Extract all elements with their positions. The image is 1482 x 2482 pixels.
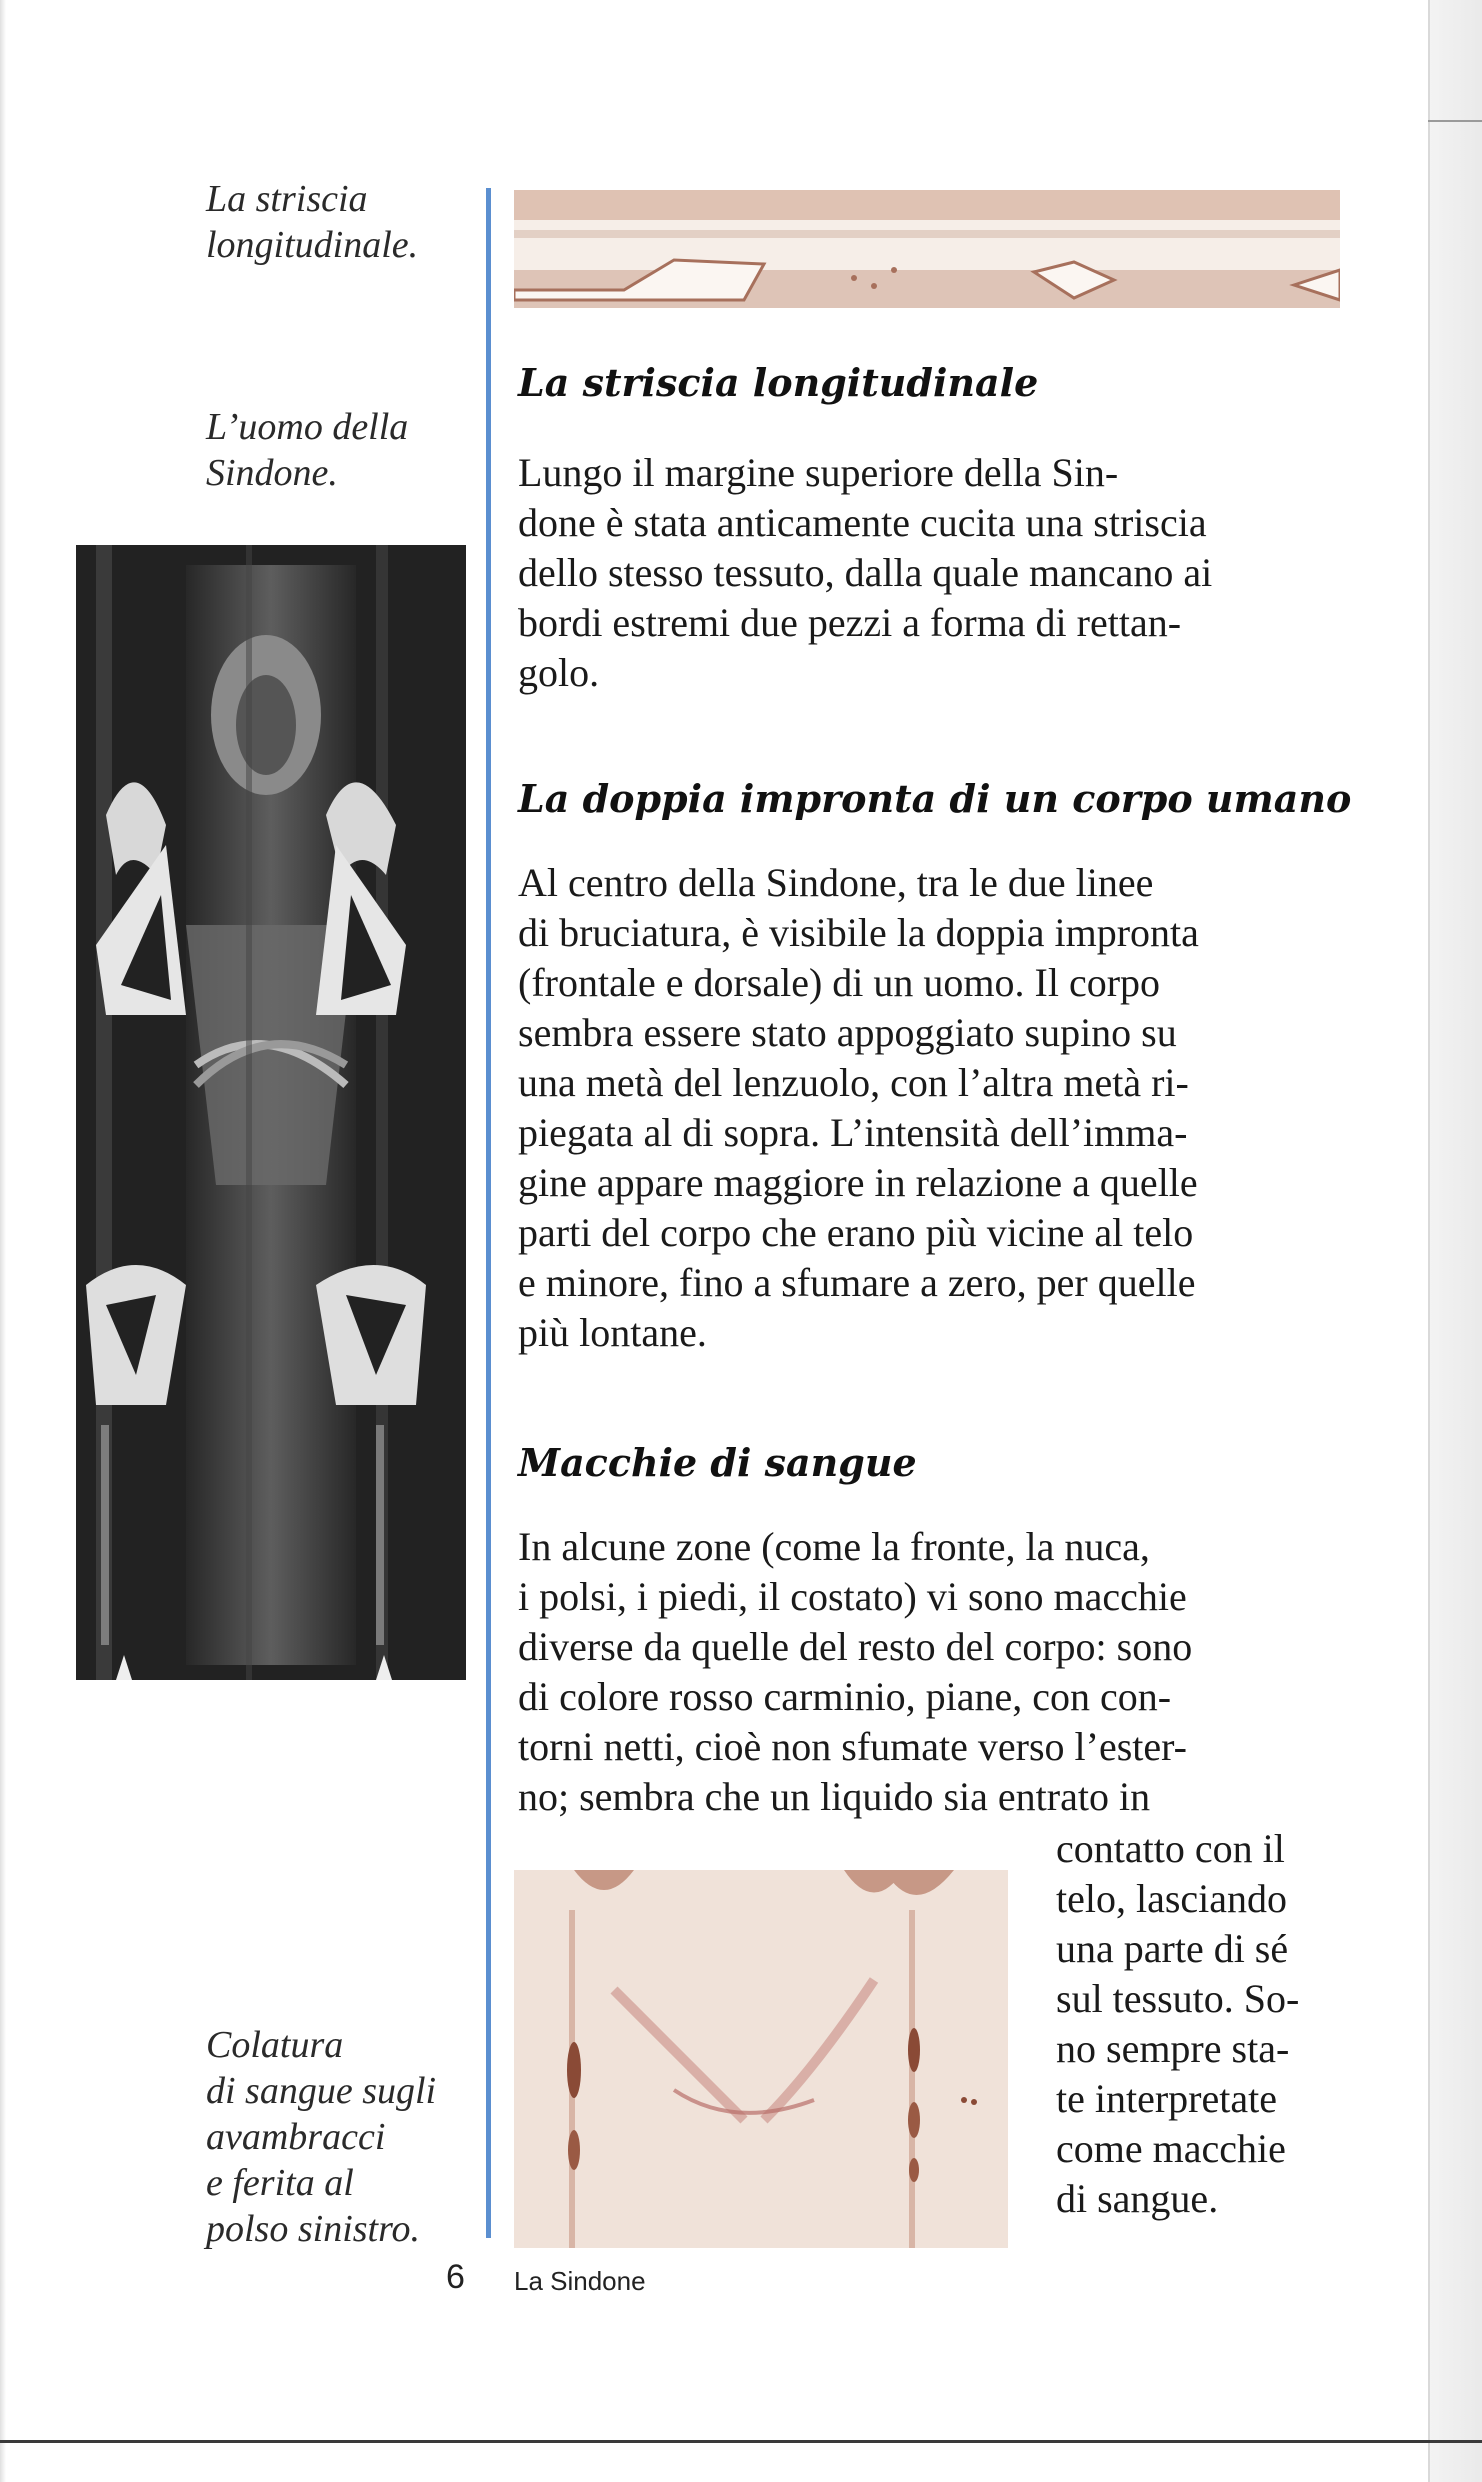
paragraph-striscia: Lungo il margine superiore della Sin- done è stata anticamente cucita una striscia dello stesso tessuto, dalla quale mancano ai bordi estremi due pezzi a forma di rettan- golo.	[518, 450, 1213, 695]
page-number: 6	[446, 2258, 465, 2296]
bottom-edge-rule	[0, 2440, 1482, 2443]
page-gutter-shadow	[0, 0, 6, 2482]
blood-stain-image	[514, 1870, 1008, 2248]
paragraph-doppia-impronta: Al centro della Sindone, tra le due linee di bruciatura, è visibile la doppia impronta (frontale e dorsale) di un uomo. Il corpo sembra essere stato appoggiato supino su una metà del lenzuolo, con l’altra metà ri- piegata al di sopra. L’intensità dell’imma- gine appare maggiore in relazione a quelle parti del corpo che erano più vicine al telo e minore, fino a sfumare a zero, per quelle più lontane.	[518, 860, 1199, 1355]
next-page-rule	[1428, 120, 1482, 122]
caption-blood: Colatura di sangue sugli avambracci e ferita al polso sinistro.	[206, 2024, 437, 2250]
next-page-edge	[1428, 0, 1482, 2482]
shroud-negative-image	[76, 545, 466, 1680]
column-divider	[486, 188, 491, 2238]
longitudinal-strip-image	[514, 190, 1340, 308]
heading-doppia-impronta: La doppia impronta di un corpo umano	[518, 776, 1352, 821]
paragraph-macchie: In alcune zone (come la fronte, la nuca, i polsi, i piedi, il costato) vi sono macchie diverse da quelle del resto del corpo: sono di colore rosso carminio, piane, con con- torni netti, cioè non sfumate verso l’ester- no; sembra che un liquido sia entrato in	[518, 1524, 1193, 1819]
paragraph-macchie-wrap: contatto con il telo, lasciando una parte di sé sul tessuto. So- no sempre sta- te interpretate come macchie di sangue.	[1056, 1826, 1300, 2221]
blood-stain-drawing	[514, 1870, 1008, 2248]
caption-strip: La striscia longitudinale.	[206, 178, 419, 266]
heading-striscia: La striscia longitudinale	[518, 360, 1039, 405]
heading-macchie: Macchie di sangue	[518, 1440, 917, 1485]
shroud-negative-drawing	[76, 545, 466, 1680]
running-title: La Sindone	[514, 2266, 646, 2296]
caption-man: L’uomo della Sindone.	[206, 406, 409, 494]
longitudinal-strip-drawing	[514, 190, 1340, 308]
